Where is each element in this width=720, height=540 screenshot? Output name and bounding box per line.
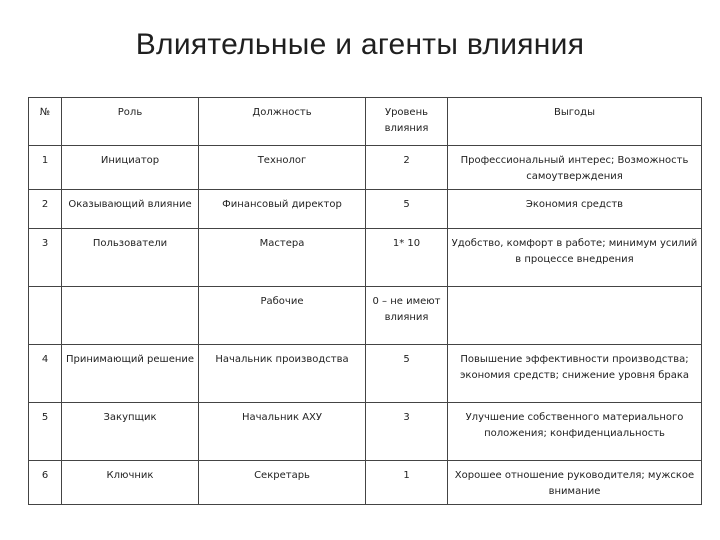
table-row bbox=[29, 229, 702, 287]
cell-position: Технолог bbox=[199, 146, 366, 190]
cell-influence-level: 1 bbox=[366, 461, 448, 505]
cell-position: Мастера bbox=[199, 229, 366, 287]
cell-number: 1 bbox=[29, 146, 62, 190]
cell-influence-level: 2 bbox=[366, 146, 448, 190]
cell-number bbox=[29, 287, 62, 345]
cell-role: Инициатор bbox=[62, 146, 199, 190]
header-influence-level: Уровень влияния bbox=[366, 98, 448, 146]
cell-influence-level: 3 bbox=[366, 403, 448, 461]
cell-role: Закупщик bbox=[62, 403, 199, 461]
cell-role: Пользователи bbox=[62, 229, 199, 287]
cell-number: 4 bbox=[29, 345, 62, 403]
cell-benefits: Экономия средств bbox=[448, 190, 702, 229]
influence-table bbox=[28, 97, 702, 505]
cell-number: 6 bbox=[29, 461, 62, 505]
cell-role: Оказывающий влияние bbox=[62, 190, 199, 229]
cell-influence-level: 1* 10 bbox=[366, 229, 448, 287]
cell-benefits: Удобство, комфорт в работе; минимум усилий в процессе внедрения bbox=[448, 229, 702, 287]
table-row bbox=[29, 461, 702, 505]
cell-number: 5 bbox=[29, 403, 62, 461]
cell-number: 3 bbox=[29, 229, 62, 287]
cell-role bbox=[62, 287, 199, 345]
cell-position: Начальник производства bbox=[199, 345, 366, 403]
table-row bbox=[29, 403, 702, 461]
cell-role: Принимающий решение bbox=[62, 345, 199, 403]
cell-benefits bbox=[448, 287, 702, 345]
table-header-row bbox=[29, 98, 702, 146]
header-position: Должность bbox=[199, 98, 366, 146]
table-row bbox=[29, 190, 702, 229]
header-role: Роль bbox=[62, 98, 199, 146]
header-number: № bbox=[29, 98, 62, 146]
header-benefits: Выгоды bbox=[448, 98, 702, 146]
table-row bbox=[29, 345, 702, 403]
cell-benefits: Профессиональный интерес; Возможность самоутверждения bbox=[448, 146, 702, 190]
cell-position: Финансовый директор bbox=[199, 190, 366, 229]
table-row bbox=[29, 146, 702, 190]
table-row bbox=[29, 287, 702, 345]
cell-role: Ключник bbox=[62, 461, 199, 505]
cell-position: Рабочие bbox=[199, 287, 366, 345]
cell-benefits: Повышение эффективности производства; экономия средств; снижение уровня брака bbox=[448, 345, 702, 403]
cell-influence-level: 5 bbox=[366, 190, 448, 229]
cell-benefits: Хорошее отношение руководителя; мужское внимание bbox=[448, 461, 702, 505]
cell-number: 2 bbox=[29, 190, 62, 229]
cell-influence-level: 0 – не имеют влияния bbox=[366, 287, 448, 345]
slide-title: Влиятельные и агенты влияния bbox=[135, 28, 585, 61]
cell-position: Секретарь bbox=[199, 461, 366, 505]
cell-influence-level: 5 bbox=[366, 345, 448, 403]
cell-position: Начальник АХУ bbox=[199, 403, 366, 461]
cell-benefits: Улучшение собственного материального положения; конфиденциальность bbox=[448, 403, 702, 461]
